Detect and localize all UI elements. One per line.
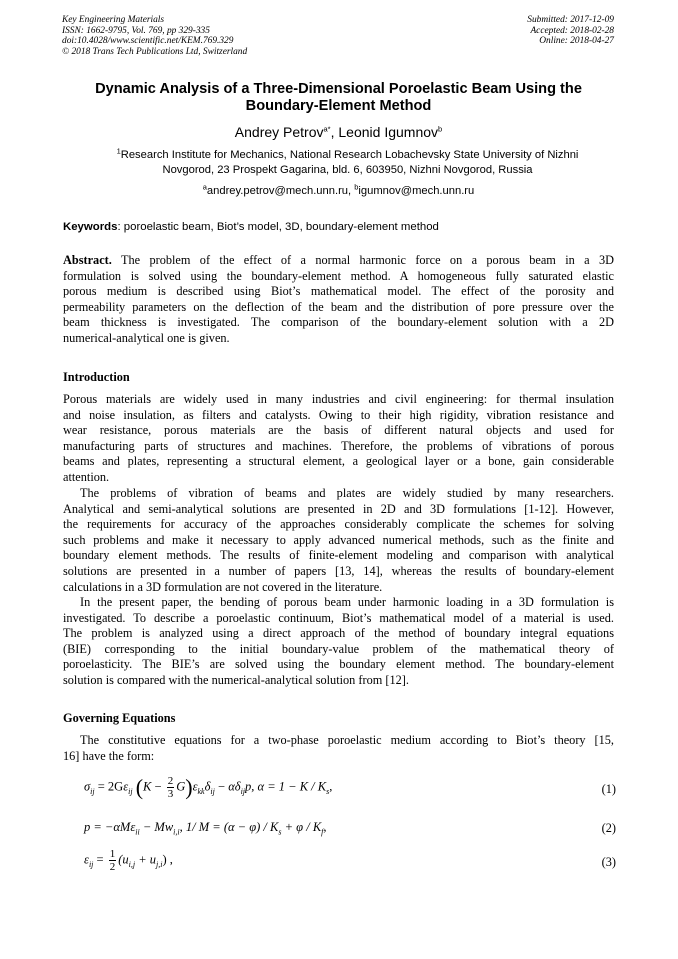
paragraph-line: such problems and make it necessary to apply advanced numerical methods, such as the finite and	[63, 532, 614, 547]
fraction: $\frac{1}{2}$	[109, 848, 116, 873]
paragraph-line: solutions are presented in a number of papers [13, 14], whereas the results of boundary-element	[63, 563, 614, 578]
date-accepted: Accepted: 2018-02-28	[530, 25, 614, 36]
section-heading-introduction: Introduction	[63, 370, 130, 384]
journal-issn: ISSN: 1662-9795, Vol. 769, pp 329-335	[62, 25, 210, 36]
author-superscript: b	[438, 124, 443, 134]
intro-paragraph-2	[63, 486, 614, 595]
fraction: $\frac{2}{3}$	[167, 775, 174, 800]
email-superscript: a	[202, 182, 207, 192]
paragraph-line: calculations in a 3D formulation are not covered in the literature.	[63, 579, 383, 594]
journal-name: Key Engineering Materials	[62, 15, 165, 25]
keywords-text: : poroelastic beam, Biot’s model, 3D, boundary-element method	[117, 221, 439, 233]
author-list	[62, 123, 615, 141]
equation-body: $\varepsilon_{ij}$ = $\frac{1}{2}$ $(u_{i,j} + u_{j,i})$ ,	[84, 848, 173, 873]
paper-title	[62, 81, 615, 116]
equation-3	[80, 848, 616, 878]
affiliation	[80, 148, 615, 178]
paragraph-line: wear resistance, porous materials are the basis of different natural objects and used for	[63, 423, 614, 438]
paragraph-line: boundary element methods. The results of finite-element modeling and comparison with analytical	[63, 548, 614, 563]
author-separator: ,	[330, 124, 339, 140]
paragraph-line: investigated. To describe a poroelastic continuum, Biot’s mathematical model of a material is used.	[63, 610, 614, 625]
journal-doi[interactable]: doi:10.4028/www.scientific.net/KEM.769.329	[62, 36, 234, 47]
date-submitted: Submitted: 2017-12-09	[527, 15, 614, 25]
paragraph-line: The problem is analyzed using a direct approach of the method of boundary integral equations	[63, 626, 614, 641]
equation-number: (3)	[601, 855, 616, 869]
email-link[interactable]: igumnov@mech.unn.ru	[358, 185, 475, 197]
keywords	[63, 220, 616, 235]
author-superscript: a*	[323, 124, 331, 134]
title-line-2: Boundary-Element Method	[245, 98, 432, 115]
paragraph-line: 16] have the form:	[63, 748, 155, 763]
author-emails	[62, 184, 615, 199]
journal-header-left	[62, 15, 247, 57]
affiliation-line: $^1$Research Institute for Mechanics, National Research Lobachevsky State University of Nizhni	[116, 146, 579, 161]
equation-2	[80, 814, 616, 844]
equation-number: (1)	[601, 782, 616, 796]
paragraph-line: The constitutive equations for a two-phase poroelastic medium according to Biot’s theory [15,	[80, 733, 614, 747]
paragraph-line: and noise insulation, as filters and catalysts. Owing to their high rigidity, vibration resistance and	[63, 407, 614, 422]
affiliation-superscript: 1	[116, 146, 121, 156]
journal-copyright: © 2018 Trans Tech Publications Ltd, Switzerland	[62, 46, 248, 57]
governing-paragraph	[63, 733, 614, 764]
equation-number: (2)	[601, 821, 616, 835]
paragraph-line: attention.	[63, 469, 110, 484]
intro-paragraph-1	[63, 392, 614, 486]
intro-paragraph-3	[63, 595, 614, 689]
abstract	[63, 253, 614, 347]
paragraph-line: In the present paper, the bending of porous beam under harmonic loading in a 3D formulation is	[80, 595, 614, 609]
date-online: Online: 2018-04-27	[539, 36, 614, 47]
email-superscript: b	[354, 182, 359, 192]
paragraph-line: beams and plates, representing a structural element, a geological layer or a bone, gain considerable	[63, 454, 614, 469]
abstract-line: beam thickness is investigated. The comparison of the boundary-element solution with a 2D	[63, 315, 614, 330]
equation-body: $p = -\alpha M\varepsilon_{ii} - Mw_{i,i}$, 1/ $M = (\alpha - \varphi) / K_s + \varphi / K_f$,	[84, 820, 327, 837]
title-line-1: Dynamic Analysis of a Three-Dimensional Poroelastic Beam Using the	[95, 81, 582, 97]
author-name: Leonid Igumnov	[338, 124, 439, 140]
email-link[interactable]: andrey.petrov@mech.unn.ru,	[206, 185, 355, 197]
paragraph-line: The problems of vibration of beams and plates are widely studied by many researchers.	[80, 486, 614, 500]
equation-body: $\sigma_{ij} = 2G\varepsilon_{ij}$ (K − $\frac{2}{3}$ $G)\varepsilon_{kk}\delta_{ij} - \alpha\delta_{ij}p$, $\alpha = 1 - K / K_s$,	[84, 774, 333, 800]
paragraph-line: poroelasticity. The BIE’s are solved using the boundary element method. The boundary-element	[63, 657, 614, 672]
abstract-label: Abstract.	[63, 253, 112, 267]
abstract-line: permeability parameters on the deflection of the beam and the distribution of pore pressure over the	[63, 299, 614, 314]
abstract-line: numerical-analytical one is given.	[63, 330, 230, 345]
paragraph-line: (BIE) corresponding to the initial boundary-value problem of the mathematical theory of	[63, 641, 614, 656]
equation-1	[80, 775, 616, 805]
paragraph-line: manufacturing parts of structures and machines. Therefore, the problems of vibrations of porous	[63, 438, 614, 453]
paragraph-line: Analytical and semi-analytical solutions are presented in 2D and 3D formulations [1-12]. However,	[63, 501, 614, 516]
affiliation-line: Novgorod, 23 Prospekt Gagarina, bld. 6, 603950, Nizhni Novgorod, Russia	[162, 164, 533, 176]
abstract-line: formulation is solved using the boundary-element method. A homogeneous fully saturated elastic	[63, 268, 614, 283]
paragraph-line: the requirements for accuracy of the approaches considerably complicate the schemes for solving	[63, 517, 614, 532]
section-heading-governing-equations: Governing Equations	[63, 711, 176, 725]
keywords-label: Keywords	[63, 221, 118, 233]
abstract-line: Abstract. The problem of the effect of a normal harmonic force on a porous beam in a 3D	[63, 253, 614, 267]
author-name: Andrey Petrov	[234, 124, 324, 140]
abstract-line: porous medium is described using Biot’s mathematical model. The effect of the porosity and	[63, 284, 614, 299]
journal-header-right	[527, 15, 614, 47]
paragraph-line: solution is compared with the numerical-analytical solution from [12].	[63, 672, 409, 687]
paragraph-line: Porous materials are widely used in many industries and civil engineering: for thermal insulation	[63, 392, 614, 406]
